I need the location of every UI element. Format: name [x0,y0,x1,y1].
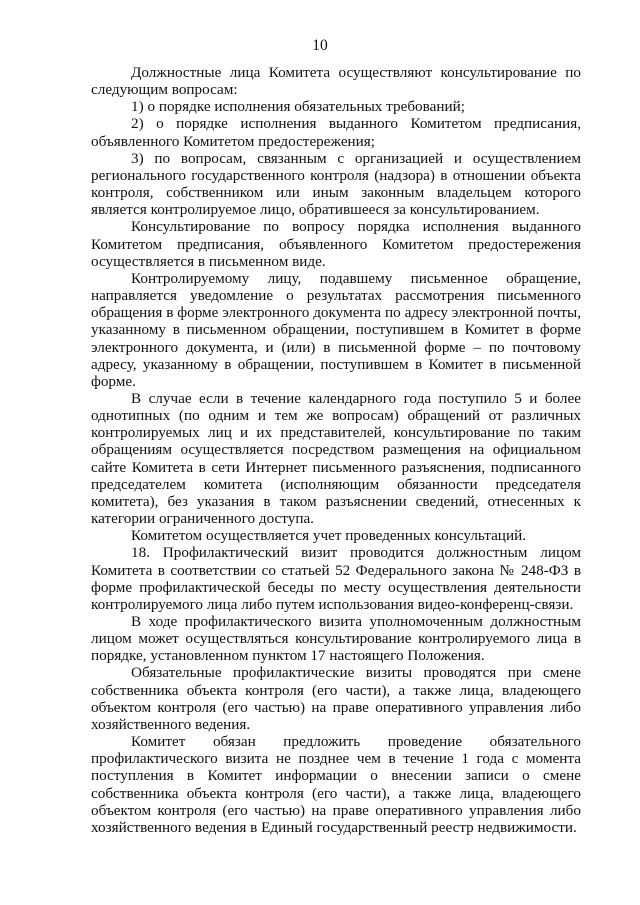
page-number: 10 [312,37,328,54]
paragraph-consultation-intro: Должностные лица Комитета осуществляют консультирование по следующим вопросам: [91,64,581,99]
list-item-mandatory-requirements: 1) о порядке исполнения обязательных требований; [131,98,465,116]
paragraph-consultation-records: Комитетом осуществляется учет проведенных консультаций. [131,527,526,545]
document-body [91,64,581,836]
paragraph-written-appeal-response: Контролируемому лицу, подавшему письменное обращение, направляется уведомление о результатах рассмотрения письменного обращения в форме электронного документа по адресу электронной почты, указанному в письменном обращении, поступившем в Комитет в форме электронного документа, и (или) в письменной форме – по почтовому адресу, указанному в обращении, поступившем в Комитет в письменной форме. [91,269,581,390]
paragraph-written-consultation: Консультирование по вопросу порядка исполнения выданного Комитетом предписания, объявленного Комитетом предостережения осуществляется в письменном виде. [91,218,581,270]
paragraph-identical-appeals: В случае если в течение календарного года поступило 5 и более однотипных (по одним и тем же вопросам) обращений от различных контролируемых лиц и их представителей, консультирование по таким обращениям осуществляется посредством размещения на официальном сайте Комитета в сети Интернет письменного разъяснения, подписанного председателем комитета (исполняющим обязанности председателя комитета), без указания в таком разъяснении сведений, отнесенных к категории ограниченного доступа. [91,389,581,528]
paragraph-item-18-preventive-visit: 18. Профилактический визит проводится должностным лицом Комитета в соответствии со статьей 52 Федерального закона № 248-ФЗ в форме профилактической беседы по месту осуществления деятельности контролируемого лица либо путем использования видео-конференц-связи. [91,544,581,613]
list-item-control-organization: 3) по вопросам, связанным с организацией и осуществлением регионального государственного контроля (надзора) в отношении объекта контроля, собственником или иным законным владельцем которого является контролируемое лицо, обратившееся за консультированием. [91,149,581,219]
paragraph-visit-offer-deadline: Комитет обязан предложить проведение обязательного профилактического визита не позднее чем в течение 1 года с момента поступления в Комитет информации о внесении записи о смене собственника объекта контроля (его части), а также лица, владеющего объектом контроля (его частью) на праве оперативного управления либо хозяйственного ведения в Единый государственный реестр недвижимости. [91,733,581,836]
list-item-order-execution: 2) о порядке исполнения выданного Комитетом предписания, объявленного Комитетом предостережения; [91,115,581,150]
paragraph-mandatory-visits: Обязательные профилактические визиты проводятся при смене собственника объекта контроля (его части), а также лица, владеющего объектом контроля (его частью) на праве оперативного управления либо хозяйственного ведения. [91,664,581,733]
paragraph-visit-consultation: В ходе профилактического визита уполномоченным должностным лицом может осуществляться консультирование контролируемого лица в порядке, установленном пунктом 17 настоящего Положения. [91,613,581,665]
